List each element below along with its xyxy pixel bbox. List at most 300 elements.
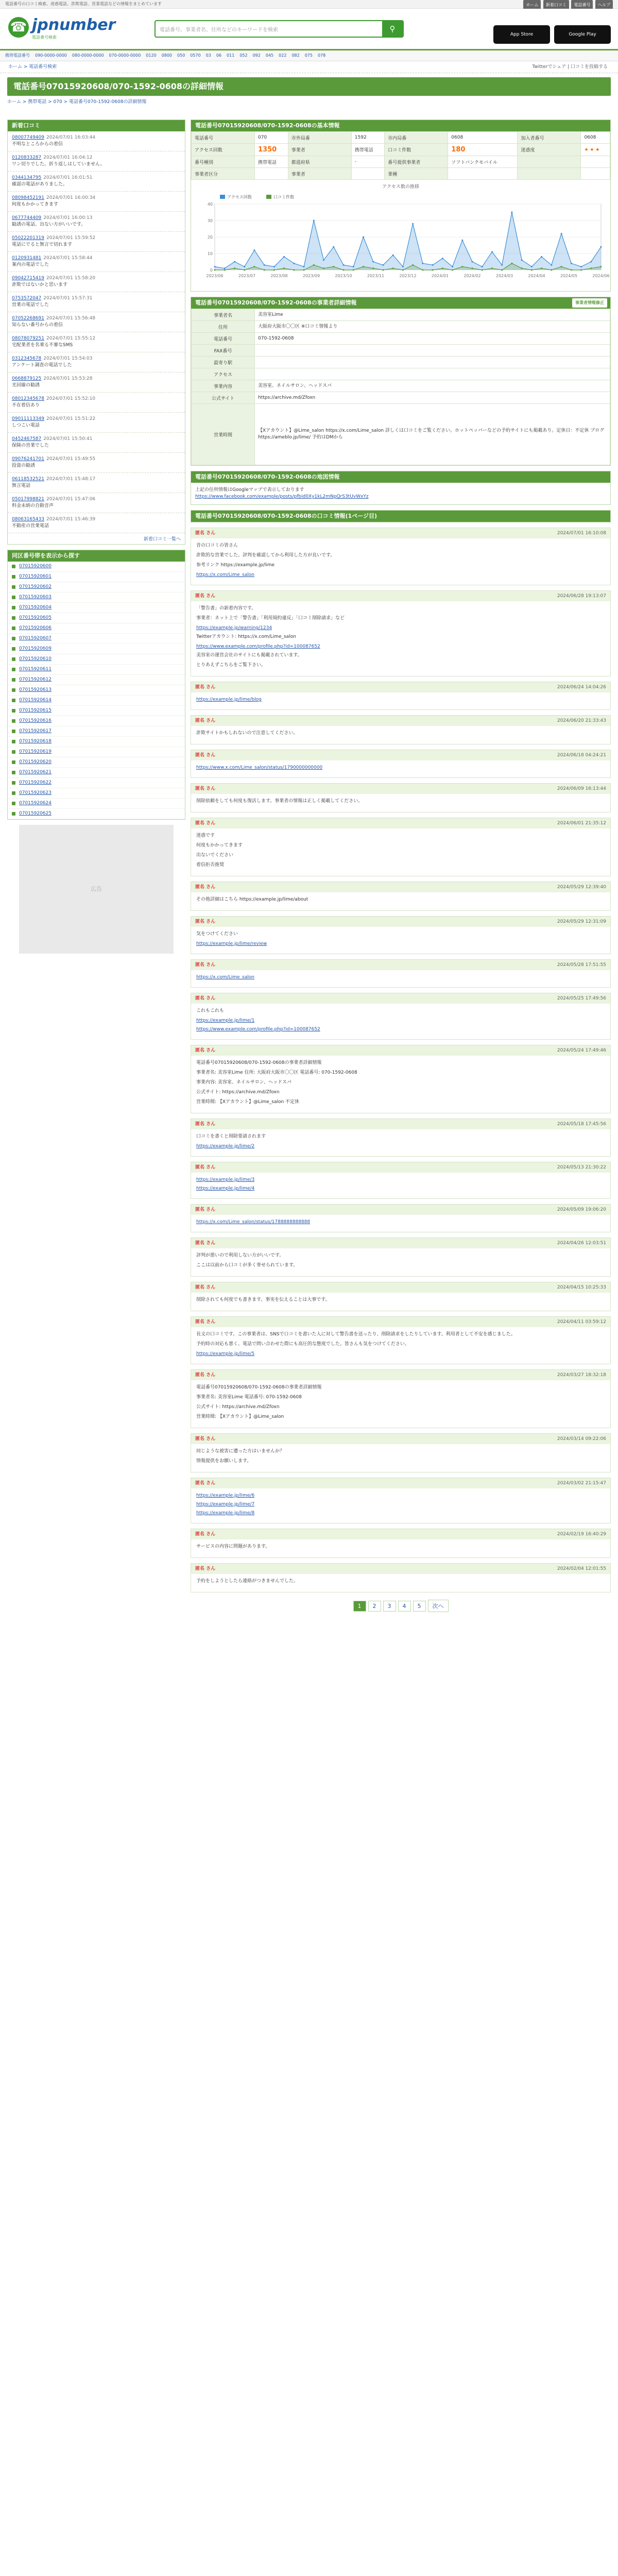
app-store-badge[interactable]: App Store xyxy=(493,25,550,44)
comment xyxy=(191,750,611,778)
comment-author: 匿名 さん xyxy=(195,919,216,924)
comment-body xyxy=(191,1293,610,1311)
chart-point xyxy=(343,264,345,266)
chart-point xyxy=(422,263,423,264)
basic-value: ★ ★ ★ xyxy=(581,144,610,156)
comment-header xyxy=(191,1564,610,1574)
chart-x-tick: 2023/11 xyxy=(367,274,385,278)
chart-point xyxy=(313,264,315,266)
comment-date: 2024/05/09 19:06:20 xyxy=(557,1207,606,1212)
basic-row xyxy=(192,144,610,156)
recent-comment-date: 2024/07/01 15:59:52 xyxy=(46,235,96,241)
chart-point xyxy=(273,269,275,271)
business-label: 最寄り駅 xyxy=(192,357,255,368)
recent-comment-date: 2024/07/01 15:58:44 xyxy=(43,256,93,261)
nearby-number-link[interactable]: 07015920613 xyxy=(8,685,185,696)
chart-x-tick: 2023/09 xyxy=(302,274,320,278)
chart-point xyxy=(264,269,265,271)
comment-author: 匿名 さん xyxy=(195,786,216,791)
chart-point xyxy=(452,269,453,271)
nav-item[interactable]: 携帯電話番号 xyxy=(5,53,30,58)
comment xyxy=(191,715,611,744)
nearby-number-link[interactable]: 07015920604 xyxy=(8,603,185,613)
chart-point xyxy=(343,269,345,271)
nearby-number-link[interactable]: 07015920623 xyxy=(8,788,185,799)
chart-point xyxy=(551,269,552,271)
recent-comment-date: 2024/07/01 16:00:13 xyxy=(43,215,93,221)
chart-point xyxy=(353,266,354,267)
sidebar-ad[interactable]: 広告 xyxy=(19,825,174,954)
nav-item[interactable]: 050 xyxy=(177,53,185,58)
nav-item[interactable]: 0800 xyxy=(161,53,173,58)
comment-link[interactable]: https://www.example.com/profile.php?id=100087652 xyxy=(196,1027,320,1032)
recent-comment-number[interactable]: 0668879125 xyxy=(12,376,42,381)
comment xyxy=(191,818,611,876)
pager-link[interactable]: 5 xyxy=(413,1601,426,1612)
nearby-number-link[interactable]: 07015920605 xyxy=(8,613,185,623)
comment xyxy=(191,1162,611,1199)
comment-line: 事業者：ネット上で「警告書」「利用規約違反」「口コミ削除請求」など xyxy=(196,616,345,621)
map-link[interactable]: https://www.facebook.com/example/posts/pfbid0Xy1kL2mNpQrS3tUvWxYz xyxy=(195,494,369,499)
nav-item[interactable]: 06 xyxy=(216,53,222,58)
nearby-number-link[interactable]: 07015920607 xyxy=(8,634,185,644)
comment-date: 2024/05/18 17:45:56 xyxy=(557,1122,606,1127)
nav-item[interactable]: 078 xyxy=(318,53,326,58)
comment-author: 匿名 さん xyxy=(195,1319,216,1325)
basic-label: 番号種別 xyxy=(192,156,255,168)
comments-section xyxy=(191,510,611,522)
logo-mark-icon: ☎ xyxy=(8,17,29,38)
chart-legend-label: 口コミ件数 xyxy=(273,195,294,199)
chart-point xyxy=(461,240,463,241)
nearby-number-link[interactable]: 07015920612 xyxy=(8,675,185,685)
business-label: 電話番号 xyxy=(192,333,255,345)
comment-date: 2024/05/29 12:31:09 xyxy=(557,919,606,924)
nearby-number-link[interactable]: 07015920625 xyxy=(8,809,185,819)
comment xyxy=(191,882,611,911)
comment-body xyxy=(191,692,610,709)
chart-point xyxy=(283,256,285,258)
chart-point xyxy=(234,261,235,263)
recent-comment-text: 宅配業者を名乗る不審なSMS xyxy=(12,343,73,348)
basic-value: 1592 xyxy=(351,132,385,144)
recent-comment-date: 2024/07/01 15:53:28 xyxy=(43,376,93,381)
nearby-number-link[interactable]: 07015920606 xyxy=(8,623,185,634)
comment xyxy=(191,1529,611,1558)
recent-comment-number[interactable]: 06118532521 xyxy=(12,477,44,482)
chart-point xyxy=(363,266,364,267)
chart-point xyxy=(501,264,503,266)
nearby-number-link[interactable]: 07015920611 xyxy=(8,665,185,675)
comment-body xyxy=(191,1327,610,1364)
recent-comment-number[interactable]: 0120931481 xyxy=(12,256,42,261)
nav-item[interactable]: 092 xyxy=(252,53,261,58)
nearby-number-link[interactable]: 07015920615 xyxy=(8,706,185,716)
chart-x-tick: 2023/06 xyxy=(206,274,224,278)
recent-comment-number[interactable]: 05022201319 xyxy=(12,235,44,241)
comment-link[interactable]: https://example.jp/lime/review xyxy=(196,941,267,946)
pager-link[interactable]: 2 xyxy=(368,1601,381,1612)
recent-comment-number[interactable]: 09076241701 xyxy=(12,456,44,462)
comment-header xyxy=(191,1238,610,1248)
nearby-number-link[interactable]: 07015920620 xyxy=(8,757,185,768)
comment-body xyxy=(191,1056,610,1113)
chart-point xyxy=(531,266,533,267)
top-link-help[interactable]: ヘルプ xyxy=(595,0,613,10)
business-title-text: 電話番号07015920608/070-1592-0608の事業者詳細情報 xyxy=(195,299,357,306)
comment-body xyxy=(191,601,610,676)
chart-point xyxy=(442,258,443,259)
business-value xyxy=(255,357,610,368)
chart-point xyxy=(531,269,533,271)
recent-more-link[interactable]: 新着口コミ一覧へ xyxy=(143,537,181,542)
comment-link[interactable]: https://example.jp/lime/1 xyxy=(196,1018,255,1023)
comment-line: 長文の口コミです。この事業者は、SNSで口コミを書いた人に対して警告書を送ったり、削除請求をしたりしています。利用者として不安を感じました。 xyxy=(196,1332,516,1337)
comment-link[interactable]: https://example.jp/lime/7 xyxy=(196,1502,255,1507)
comment-line: 事業者名: 美容室Lime 住所: 大阪府大阪市〇〇区 電話番号: 070-1592-0608 xyxy=(196,1070,357,1075)
recent-comment-number[interactable]: 09011113349 xyxy=(12,416,44,421)
comment-link[interactable]: https://example.jp/lime/blog xyxy=(196,697,262,702)
recent-comment-number[interactable]: 09042715419 xyxy=(12,276,44,281)
chart-point xyxy=(571,269,572,271)
chart-point xyxy=(253,266,255,267)
nav-item[interactable]: 045 xyxy=(265,53,274,58)
chart-point xyxy=(293,263,295,264)
recent-comment-number[interactable]: 07052268691 xyxy=(12,316,44,321)
basic-label: 電話番号 xyxy=(192,132,255,144)
basic-row xyxy=(192,132,610,144)
comment-author: 匿名 さん xyxy=(195,753,216,758)
business-row xyxy=(192,404,610,465)
comment-link[interactable]: https://example.jp/warning/1234 xyxy=(196,625,272,631)
chart-point xyxy=(402,266,404,267)
chart-point xyxy=(214,266,216,267)
chart-point xyxy=(600,266,602,267)
recent-comment-date: 2024/07/01 15:54:03 xyxy=(43,356,93,361)
recent-comment-number[interactable]: 08063165433 xyxy=(12,517,44,522)
comment-body xyxy=(191,970,610,987)
recent-comment xyxy=(8,372,185,393)
nearby-number-link[interactable]: 07015920619 xyxy=(8,747,185,757)
top-bar xyxy=(0,0,618,9)
nav-item[interactable]: 0120 xyxy=(146,53,157,58)
comment-link[interactable]: https://x.com/Lime_salon xyxy=(196,572,254,578)
comment-line: その他詳細はこちら https://example.jp/lime/about xyxy=(196,897,308,902)
recent-comment-date: 2024/07/01 15:57:31 xyxy=(43,296,93,301)
chart-point xyxy=(313,220,315,222)
chart-x-tick: 2024/05 xyxy=(560,274,578,278)
chart-point xyxy=(521,267,523,269)
recent-comments-title: 新着口コミ xyxy=(8,120,185,131)
comment-line: 評判が悪いので利用しない方がいいです。 xyxy=(196,1253,284,1258)
comment-link[interactable]: https://example.jp/lime/6 xyxy=(196,1493,255,1498)
basic-label: 口コミ件数 xyxy=(385,144,448,156)
nav-item[interactable]: 075 xyxy=(304,53,313,58)
top-link-number[interactable]: 電話番号 xyxy=(571,0,593,10)
recent-comments-box xyxy=(7,120,185,545)
recent-comment-text: 確認の電話がありました。 xyxy=(12,182,68,187)
chart-point xyxy=(333,246,334,248)
top-link-home[interactable]: ホーム xyxy=(523,0,541,10)
comment-date: 2024/04/26 12:03:51 xyxy=(557,1241,606,1246)
comment-header xyxy=(191,1529,610,1539)
comment-author: 匿名 さん xyxy=(195,1285,216,1290)
recent-comment-date: 2024/07/01 15:48:17 xyxy=(46,477,96,482)
business-value: 070-1592-0608 xyxy=(255,333,610,345)
comment-line: 電話番号0701592​0608/070-1592-0608の事業者詳細情報 xyxy=(196,1385,322,1390)
search-input[interactable]: 電話番号、事業者名、住所などのキーワードを検索 xyxy=(160,27,278,33)
nav-item[interactable]: 0570 xyxy=(190,53,201,58)
nav-item[interactable]: 070-0000-0000 xyxy=(109,53,141,58)
nav-item[interactable]: 011 xyxy=(227,53,235,58)
chart-point xyxy=(333,266,334,267)
chart-point xyxy=(501,269,503,271)
comment-body xyxy=(191,1215,610,1232)
comment-header xyxy=(191,528,610,538)
business-label: FAX番号 xyxy=(192,345,255,357)
comment xyxy=(191,1478,611,1523)
nearby-numbers-list xyxy=(8,562,185,819)
recent-comment xyxy=(8,232,185,252)
basic-value: 携帯電話 xyxy=(255,156,288,168)
recent-comment-number[interactable]: 0344134795 xyxy=(12,175,42,180)
chart-point xyxy=(303,269,305,271)
chart-point xyxy=(382,269,384,271)
search-icon[interactable]: ⚲ xyxy=(382,21,403,37)
comment-body xyxy=(191,1248,610,1276)
business-edit-button[interactable]: 事業者情報修正 xyxy=(572,298,607,308)
comment-header xyxy=(191,993,610,1004)
pager-link[interactable]: 4 xyxy=(398,1601,411,1612)
nearby-number-link[interactable]: 07015920609 xyxy=(8,644,185,654)
comment-line: 気をつけてください xyxy=(196,931,238,937)
recent-comment-number[interactable]: 05017998821 xyxy=(12,497,44,502)
breadcrumb[interactable]: ホーム > 携帯電話 > 070 > 電話番号070-1592-0608の詳細情報 xyxy=(7,99,147,105)
comment-link[interactable]: https://x.com/Lime_salon xyxy=(196,975,254,980)
chart-point xyxy=(323,259,324,261)
nearby-number-link[interactable]: 07015920624 xyxy=(8,799,185,809)
recent-comment-number[interactable]: 08012345678 xyxy=(12,396,44,401)
recent-comment-number[interactable]: 0753572047 xyxy=(12,296,42,301)
business-value: 大阪府大阪市〇〇区 ※口コミ情報より xyxy=(255,321,610,333)
basic-value: 0608 xyxy=(448,132,518,144)
basic-value xyxy=(581,156,610,168)
comment-author: 匿名 さん xyxy=(195,1122,216,1127)
comment-date: 2024/06/09 16:13:44 xyxy=(557,786,606,791)
recent-comment-text: アンケート調査の電話でした xyxy=(12,363,72,368)
recent-comment-number[interactable]: 0120833287 xyxy=(12,155,42,160)
comment-header xyxy=(191,1119,610,1129)
comment-header xyxy=(191,591,610,601)
comment-author: 匿名 さん xyxy=(195,1532,216,1537)
chart-point xyxy=(214,269,216,271)
comment-link[interactable]: https://example.jp/lime/3 xyxy=(196,1177,255,1182)
comment-author: 匿名 さん xyxy=(195,1372,216,1378)
nav-item[interactable]: 090-0000-0000 xyxy=(35,53,67,58)
nearby-number-link[interactable]: 07015920614 xyxy=(8,696,185,706)
pager-link[interactable]: 3 xyxy=(383,1601,396,1612)
comment-author: 匿名 さん xyxy=(195,821,216,826)
comment-header xyxy=(191,960,610,970)
business-row xyxy=(192,345,610,357)
comment xyxy=(191,1204,611,1232)
comment-link[interactable]: https://example.jp/lime/8 xyxy=(196,1511,255,1516)
nearby-number-link[interactable]: 07015920617 xyxy=(8,726,185,737)
comment-date: 2024/03/14 09:22:06 xyxy=(557,1436,606,1442)
nearby-number-link[interactable]: 07015920622 xyxy=(8,778,185,788)
chart-point xyxy=(303,266,305,267)
recent-comment xyxy=(8,192,185,212)
recent-comment xyxy=(8,332,185,352)
chart-point xyxy=(580,266,582,267)
basic-label xyxy=(518,156,581,168)
comment-body xyxy=(191,927,610,954)
recent-comments-list xyxy=(8,131,185,533)
chart-x-tick: 2024/06 xyxy=(592,274,610,278)
chart-point xyxy=(412,223,414,225)
nearby-number-link[interactable]: 07015920600 xyxy=(8,562,185,572)
basic-row xyxy=(192,156,610,168)
basic-label: 市内局番 xyxy=(385,132,448,144)
comment-header xyxy=(191,716,610,726)
chart-point xyxy=(353,269,354,271)
business-value: 美容室Lime xyxy=(255,309,610,321)
site-logo[interactable] xyxy=(8,15,116,42)
search-box[interactable] xyxy=(154,20,404,38)
comment-link[interactable]: https://www.example.com/profile.php?id=100087652 xyxy=(196,644,320,649)
comment-link[interactable]: https://example.jp/lime/5 xyxy=(196,1351,255,1357)
recent-comment-text: 勧誘の電話。出ない方がいいです。 xyxy=(12,222,86,227)
chart-x-tick: 2023/08 xyxy=(270,274,288,278)
chart-point xyxy=(452,266,453,267)
chart-x-tick: 2024/04 xyxy=(528,274,545,278)
recent-comment-number[interactable]: 08098452191 xyxy=(12,195,44,200)
recent-comment xyxy=(8,473,185,493)
nearby-number-link[interactable]: 07015920610 xyxy=(8,654,185,665)
comment-header xyxy=(191,1205,610,1215)
basic-label: アクセス回数 xyxy=(192,144,255,156)
nav-item[interactable]: 03 xyxy=(205,53,211,58)
chart-y-tick: 20 xyxy=(207,235,213,240)
comment-header xyxy=(191,750,610,760)
comment xyxy=(191,682,611,710)
basic-label: 都道府県 xyxy=(288,156,351,168)
recent-comment-number[interactable]: 08007749409 xyxy=(12,135,44,140)
comment-body xyxy=(191,1488,610,1523)
comment-line: 事業内容: 美容室、ネイルサロン、ヘッドスパ xyxy=(196,1080,291,1085)
nearby-number-link[interactable]: 07015920618 xyxy=(8,737,185,747)
business-row xyxy=(192,309,610,321)
comment-date: 2024/07/01 16:10:08 xyxy=(557,531,606,536)
comment-link[interactable]: https://example.jp/lime/2 xyxy=(196,1144,255,1149)
recent-comment xyxy=(8,212,185,232)
comment xyxy=(191,1045,611,1113)
comment-body xyxy=(191,1380,610,1428)
sub-nav-right[interactable]: Twitterでシェア | 口コミを投稿する xyxy=(532,64,608,70)
comment-line: Twitterアカウント: https://x.com/Lime_salon xyxy=(196,634,296,639)
area-code-nav xyxy=(0,50,618,61)
pager-link[interactable]: 次へ xyxy=(428,1600,449,1612)
recent-comment xyxy=(8,453,185,473)
recent-comment-number[interactable]: 08078079251 xyxy=(12,336,44,341)
recent-comment-number[interactable]: 0452467587 xyxy=(12,436,42,442)
basic-row xyxy=(192,168,610,180)
basic-value xyxy=(351,168,385,180)
business-row xyxy=(192,333,610,345)
logo-sub: 電話番号検索 xyxy=(32,35,57,40)
map-intro: 上記の住所情報はGoogleマップで表示しております xyxy=(195,487,304,493)
comment-line: 削除されても何度でも書きます。事実を伝えることは大事です。 xyxy=(196,1297,330,1302)
comment xyxy=(191,993,611,1040)
basic-info-table xyxy=(191,131,610,180)
comment-header xyxy=(191,1282,610,1293)
chart-x-tick: 2024/02 xyxy=(464,274,481,278)
recent-comment-text: 無言電話 xyxy=(12,483,31,488)
nav-item[interactable]: 082 xyxy=(291,53,300,58)
top-link-new[interactable]: 新着口コミ xyxy=(543,0,569,10)
google-play-badge[interactable]: Google Play xyxy=(554,25,611,44)
comment xyxy=(191,1316,611,1364)
nearby-number-link[interactable]: 07015920601 xyxy=(8,572,185,582)
recent-comment-date: 2024/07/01 15:55:12 xyxy=(46,336,96,341)
chart-point xyxy=(234,267,235,269)
recent-comment-date: 2024/07/01 15:47:06 xyxy=(46,497,96,502)
nav-item[interactable]: 022 xyxy=(279,53,287,58)
recent-comment-number[interactable]: 0312345678 xyxy=(12,356,42,361)
business-label: 事業内容 xyxy=(192,380,255,392)
comment-header xyxy=(191,917,610,927)
nearby-number-link[interactable]: 07015920621 xyxy=(8,768,185,778)
comment-date: 2024/05/24 17:49:46 xyxy=(557,1048,606,1053)
nearby-number-link[interactable]: 07015920616 xyxy=(8,716,185,726)
recent-comment-date: 2024/07/01 15:51:22 xyxy=(46,416,96,421)
comment-link[interactable]: https://www.x.com/Lime_salon/status/1790000000000 xyxy=(196,765,323,770)
chart-point xyxy=(551,264,552,266)
basic-value: ソフトバンクモバイル xyxy=(448,156,518,168)
comment-link[interactable]: https://x.com/Lime_salon/status/1788888888888 xyxy=(196,1219,311,1225)
nav-item[interactable]: 080-0000-0000 xyxy=(72,53,104,58)
chart-point xyxy=(461,266,463,267)
recent-comment-text: 投資の勧誘 xyxy=(12,463,36,468)
comment-link[interactable]: https://example.jp/lime/4 xyxy=(196,1186,255,1191)
pager-link[interactable]: 1 xyxy=(353,1601,366,1612)
business-row xyxy=(192,321,610,333)
nearby-number-link[interactable]: 07015920602 xyxy=(8,582,185,592)
site-header xyxy=(0,9,618,50)
business-value: 【Xアカウント】@Lime_salon https://x.com/Lime_salon 詳しくは口コミをご覧ください。ホットペッパーなどの予約サイトにも掲載あり。定休日：不定休 ブログ https://ameblo.jp/lime/ 予約はDMから xyxy=(255,404,610,465)
business-row xyxy=(192,392,610,404)
chart-x-tick: 2023/10 xyxy=(335,274,352,278)
sub-nav-left[interactable]: ホーム > 電話番号検索 xyxy=(8,64,57,70)
comment-line: 「警告書」の新着内容です。 xyxy=(196,606,256,611)
comment xyxy=(191,1563,611,1592)
nav-item[interactable]: 052 xyxy=(239,53,248,58)
comment-line: 同じような被害に遭った方はいませんか？ xyxy=(196,1449,285,1454)
chart-point xyxy=(363,236,364,238)
chart-point xyxy=(491,267,493,269)
recent-comment-number[interactable]: 0677744409 xyxy=(12,215,42,221)
recent-comment-text: 案内の電話でした xyxy=(12,262,49,267)
basic-label: 迷惑度 xyxy=(518,144,581,156)
nearby-numbers-box xyxy=(7,550,185,820)
recent-comment xyxy=(8,252,185,272)
chart-point xyxy=(590,267,592,269)
recent-comment xyxy=(8,433,185,453)
comment-line: サービスの内容に問題があります。 xyxy=(196,1544,270,1549)
nearby-number-link[interactable]: 07015920603 xyxy=(8,592,185,603)
basic-label: 加入者番号 xyxy=(518,132,581,144)
business-label: アクセス xyxy=(192,368,255,380)
